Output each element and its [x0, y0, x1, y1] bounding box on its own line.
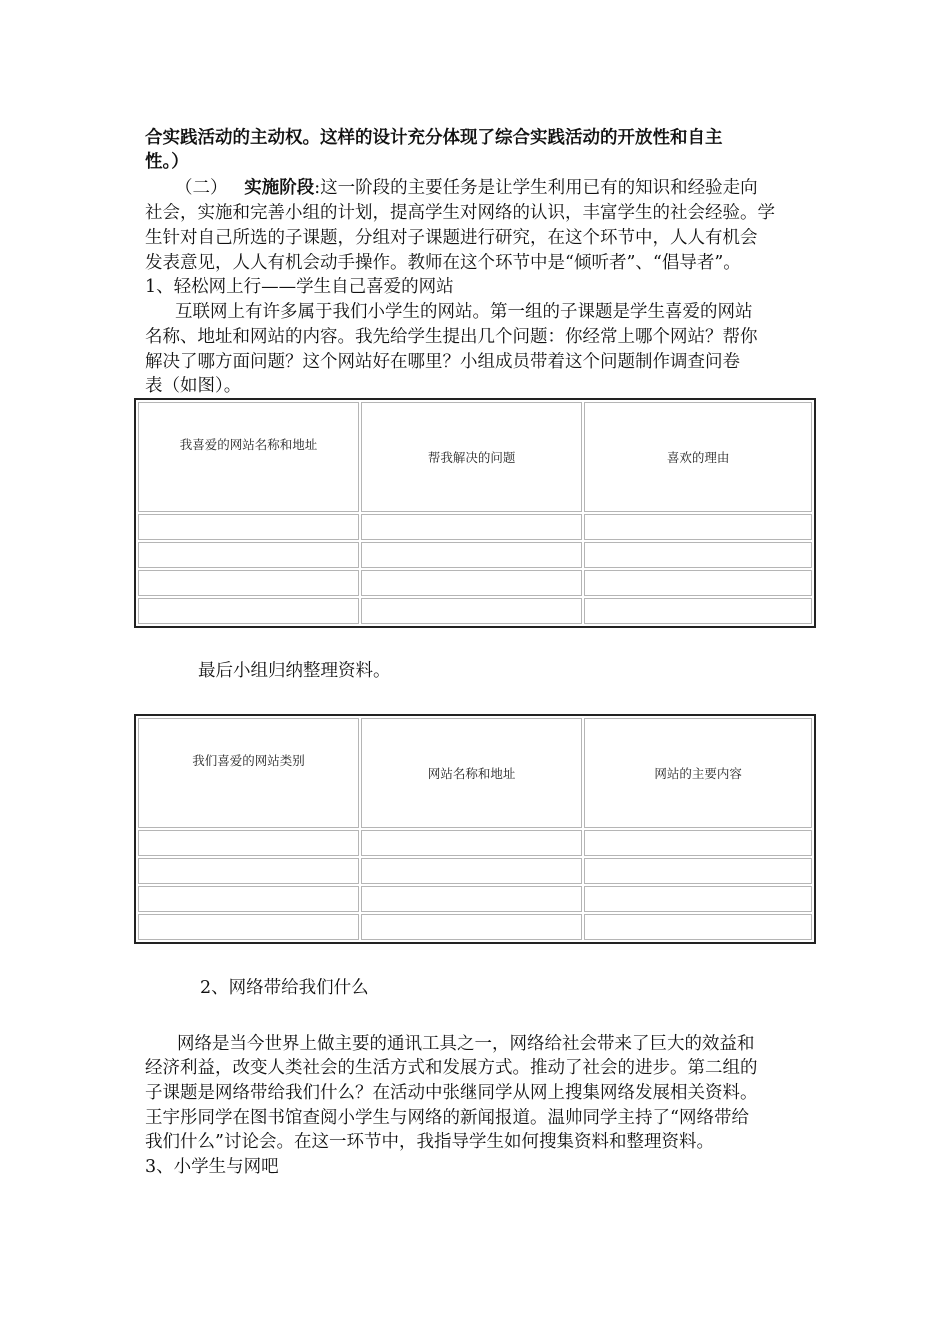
paragraph-line — [175, 176, 758, 200]
paragraph-text: :这一阶段的主要任务是让学生利用已有的知识和经验走向 — [314, 178, 758, 198]
table-header-cell: 我喜爱的网站名称和地址 — [138, 402, 359, 512]
table-cell — [138, 858, 359, 884]
table-row — [138, 598, 812, 624]
paragraph-line: 合实践活动的主动权。这样的设计充分体现了综合实践活动的开放性和自主 — [145, 128, 723, 148]
subheading: 3、小学生与网吧 — [145, 1157, 279, 1177]
table-cell — [138, 570, 359, 596]
table-header-cell: 喜欢的理由 — [584, 402, 812, 512]
section-number: （二） — [175, 178, 228, 198]
table-row — [138, 858, 812, 884]
table-cell — [361, 542, 582, 568]
table-header-cell: 网站名称和地址 — [361, 718, 582, 828]
table-cell — [138, 542, 359, 568]
paragraph-line: 经济利益，改变人类社会的生活方式和发展方式。推动了社会的进步。第二组的 — [145, 1058, 758, 1078]
table-cell — [361, 514, 582, 540]
table-header-cell: 网站的主要内容 — [584, 718, 812, 828]
table-cell — [584, 886, 812, 912]
subheading: 2、网络带给我们什么 — [200, 978, 369, 998]
table-cell — [584, 598, 812, 624]
table-cell — [584, 514, 812, 540]
paragraph-line: 生针对自己所选的子课题，分组对子课题进行研究，在这个环节中，人人有机会 — [145, 228, 758, 248]
table-row — [138, 886, 812, 912]
paragraph-line: 互联网上有许多属于我们小学生的网站。第一组的子课题是学生喜爱的网站 — [175, 302, 753, 322]
table-row — [138, 542, 812, 568]
survey-table-1 — [134, 398, 816, 628]
table-row — [138, 914, 812, 940]
table-row — [138, 570, 812, 596]
table-header-cell: 帮我解决的问题 — [361, 402, 582, 512]
table-row — [138, 514, 812, 540]
paragraph-line: 表（如图）。 — [145, 376, 242, 396]
table-header-row — [138, 402, 812, 512]
table-cell — [584, 858, 812, 884]
paragraph-line: 王宇彤同学在图书馆查阅小学生与网络的新闻报道。温帅同学主持了“网络带给 — [145, 1108, 749, 1128]
paragraph-line: 社会，实施和完善小组的计划，提高学生对网络的认识，丰富学生的社会经验。学 — [145, 203, 775, 223]
paragraph-line: 性。） — [145, 152, 189, 172]
table-cell — [138, 598, 359, 624]
summary-table-2 — [134, 714, 816, 944]
paragraph-line: 名称、地址和网站的内容。我先给学生提出几个问题：你经常上哪个网站？帮你 — [145, 327, 758, 347]
table-cell — [361, 886, 582, 912]
paragraph-line: 子课题是网络带给我们什么？在活动中张继同学从网上搜集网络发展相关资料。 — [145, 1083, 758, 1103]
section-heading: 实施阶段 — [244, 178, 315, 198]
table-header-cell: 我们喜爱的网站类别 — [138, 718, 359, 828]
table-cell — [138, 514, 359, 540]
table-cell — [361, 914, 582, 940]
paragraph-line: 解决了哪方面问题？这个网站好在哪里？小组成员带着这个问题制作调查问卷 — [145, 352, 740, 372]
table-cell — [584, 570, 812, 596]
table-cell — [361, 570, 582, 596]
table-cell — [138, 914, 359, 940]
table-cell — [584, 830, 812, 856]
table-cell — [361, 598, 582, 624]
subheading: 1、轻松网上行——学生自己喜爱的网站 — [145, 277, 454, 297]
paragraph-line: 我们什么”讨论会。在这一环节中，我指导学生如何搜集资料和整理资料。 — [145, 1132, 714, 1152]
paragraph-line: 发表意见，人人有机会动手操作。教师在这个环节中是“倾听者”、“倡导者”。 — [145, 253, 741, 273]
table-cell — [584, 914, 812, 940]
table-row — [138, 830, 812, 856]
table-cell — [361, 830, 582, 856]
table-cell — [584, 542, 812, 568]
table-cell — [138, 886, 359, 912]
table-cell — [361, 858, 582, 884]
paragraph-line: 网络是当今世界上做主要的通讯工具之一，网络给社会带来了巨大的效益和 — [177, 1034, 755, 1054]
paragraph-line: 最后小组归纳整理资料。 — [198, 661, 391, 681]
table-header-row — [138, 718, 812, 828]
table-cell — [138, 830, 359, 856]
